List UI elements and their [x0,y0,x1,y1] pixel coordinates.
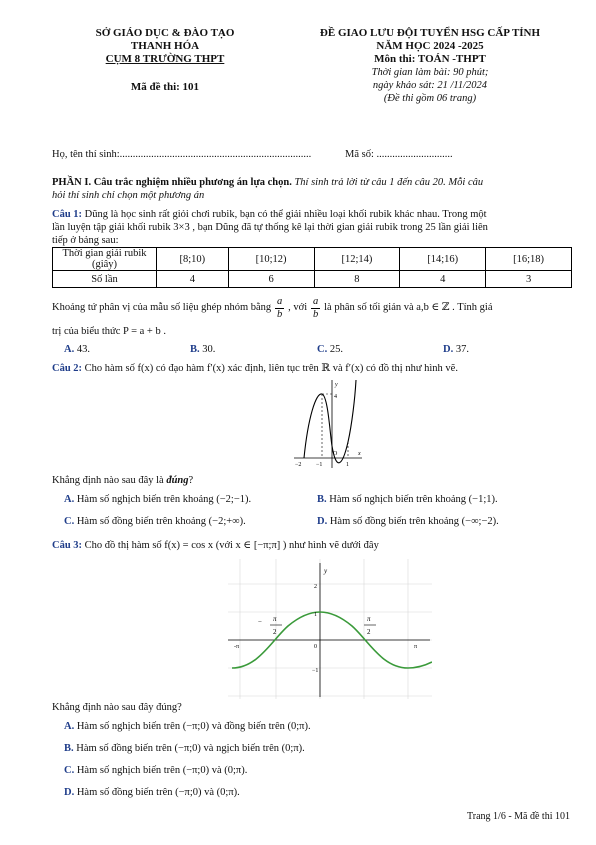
part1-instruction: Thí sinh trả lời từ câu 1 đến câu 20. Mỗi câu [291,177,484,188]
school-dept: SỞ GIÁO DỤC & ĐÀO TẠO [95,27,235,39]
option-key: C. [64,765,75,776]
option-key: B. [64,743,74,754]
q2-ask [52,475,193,488]
y-label: y [335,382,338,388]
x1-label: 1 [346,462,349,468]
q2-label: Câu 2: [52,363,83,374]
cluster: CỤM 8 TRƯỜNG THPT [105,53,225,65]
q3-option-b[interactable] [64,742,305,755]
q1-ask-with: , với [288,302,308,314]
option-key: C. [64,516,75,527]
xm1-label: −1 [316,462,323,468]
option-key: D. [317,516,328,527]
option-text: Hàm số nghịch biến trên khoảng (−1;1). [329,494,498,505]
y4-label: 4 [334,394,337,400]
xm2-label: −2 [295,462,302,468]
subject: Môn thi: TOÁN -THPT [374,53,486,65]
q1-ask3: trị của biểu thức P = a + b . [52,326,166,337]
xpi-label: π [414,644,418,650]
count-cell: 4 [157,271,229,288]
y1-label: 1 [314,612,317,618]
q1-text1: Dũng là học sinh rất giỏi chơi rubik, bạn có thể giải nhiều loại khối rubik khác nhau. Trong một [82,209,487,220]
exam-title: ĐỀ GIAO LƯU ĐỘI TUYỂN HSG CẤP TỈNH [319,27,541,39]
q2-option-d[interactable] [317,515,499,528]
derivative-graph [292,378,364,470]
option-text: Hàm số nghịch biến trên khoảng (−2;−1). [76,494,252,505]
option-text: Hàm số đồng biến trên (−π;0) và (0;π). [76,787,240,798]
fraction-a-b-2 [311,296,320,321]
frac-den: b [277,309,283,320]
school-year: NĂM HỌC 2024 -2025 [376,40,484,52]
neg-pi-num: π [273,615,277,623]
exam-code: Mã đề thi: 101 [130,81,200,93]
count-label-cell: Số lần [53,271,157,288]
q1-option-c[interactable] [317,343,343,356]
q1-option-d[interactable] [443,343,469,356]
option-text: 25. [329,344,343,355]
origin-label: O [333,451,338,457]
frequency-table [52,247,572,288]
q3-ask: Khẳng định nào sau đây đúng? [52,702,182,713]
count-cell: 3 [486,271,572,288]
exam-time: Thời gian làm bài: 90 phút; [371,67,489,78]
q2-option-b[interactable] [317,493,498,506]
table-row [53,271,572,288]
q3-option-a[interactable] [64,720,311,733]
q1-label: Câu 1: [52,209,83,220]
exam-date: ngày khảo sát: 21 /11/2024 [372,80,488,91]
q3-line [52,540,379,553]
option-key: A. [64,494,75,505]
option-key: C. [317,344,328,355]
province: THANH HÓA [130,40,200,52]
q1-option-a[interactable] [64,343,90,356]
pos-pi-num: π [367,615,371,623]
option-text: 30. [202,344,216,355]
y2-label: 2 [314,584,317,590]
option-key: D. [64,787,75,798]
neg-two-den: 2 [273,628,277,636]
q3-option-c[interactable] [64,764,247,777]
pos-two-den: 2 [367,628,371,636]
option-key: D. [443,344,454,355]
student-id-field: Mã số: ............................. [345,149,453,160]
x-label: x [358,451,361,457]
q2-ask-prefix: Khẳng định nào sau đây là [52,475,167,486]
option-text: 37. [455,344,469,355]
option-key: A. [64,344,75,355]
option-text: 43. [76,344,90,355]
interval-cell: [10;12) [228,248,314,271]
q3-option-d[interactable] [64,786,240,799]
origin-label: 0 [314,644,317,650]
q1-text2: lần luyện tập giải khối rubik 3×3 , bạn Dũng đã tự thống kê lại thời gian giải rubik trong 25 lần giải liên [52,222,488,233]
xmpi-label: -π [234,644,240,650]
q1-ask1: Khoảng tứ phân vị của mẫu số liệu ghép nhóm bằng [52,302,272,314]
option-key: A. [64,721,75,732]
q1-ask2: là phân số tối giản và a,b ∈ ℤ . Tính giá [324,302,493,314]
q2-line [52,363,458,376]
option-text: Hàm số đồng biến trên khoảng (−2;+∞). [76,516,246,527]
q2-option-c[interactable] [64,515,246,528]
q3-label: Câu 3: [52,540,83,551]
q2-text: Cho hàm số f(x) có đạo hàm f′(x) xác định, liên tục trên ℝ và f′(x) có đồ thị như hình vẽ. [82,363,458,374]
option-text: Hàm số nghịch biến trên (−π;0) và (0;π). [76,765,248,776]
count-cell: 8 [314,271,400,288]
y-label: y [324,567,328,575]
part1-instruction-2: hỏi thí sinh chỉ chọn một phương án [52,190,205,201]
table-row [53,248,572,271]
option-text: Hàm số đồng biến trên khoảng (−∞;−2). [329,516,499,527]
fraction-a-b [275,296,284,321]
q1-option-b[interactable] [190,343,215,356]
q1-ask [52,296,582,321]
interval-cell: [16;18) [486,248,572,271]
table-header-cell: Thời gian giải rubik (giây) [53,248,157,271]
q1-line1 [52,209,582,222]
option-key: B. [190,344,200,355]
count-cell: 4 [400,271,486,288]
cos-graph [228,559,432,699]
option-text: Hàm số nghịch biến trên (−π;0) và đồng biến trên (0;π). [76,721,311,732]
q3-text: Cho đồ thị hàm số f(x) = cos x (với x ∈ [−π;π] ) như hình vẽ dưới đây [82,540,379,551]
q2-ask-suffix: ? [188,475,194,486]
option-text: Hàm số đồng biến trên (−π;0) và ngịch biến trên (0;π). [76,743,305,754]
interval-cell: [12;14) [314,248,400,271]
interval-cell: [8;10) [157,248,229,271]
part1-heading [52,177,572,190]
interval-cell: [14;16) [400,248,486,271]
graph-bg [228,559,432,699]
frac-num: a [277,296,283,307]
page-count: (Đề thi gồm 06 trang) [383,93,477,104]
count-cell: 6 [228,271,314,288]
option-key: B. [317,494,327,505]
page-footer: Trang 1/6 - Mã đề thi 101 [467,811,570,822]
ym1-label: −1 [312,668,319,674]
q1-text3: tiếp ở bảng sau: [52,235,119,246]
q2-option-a[interactable] [64,493,251,506]
student-name-field: Họ, tên thí sinh:......................................................................... [52,149,312,160]
q2-ask-bold: đúng [166,475,189,486]
frac-den-2: b [313,309,319,320]
part1-title: PHẦN I. Câu trắc nghiệm nhiều phương án lựa chọn. [52,177,292,188]
minus-sign: − [258,618,262,626]
frac-num-2: a [313,296,319,307]
